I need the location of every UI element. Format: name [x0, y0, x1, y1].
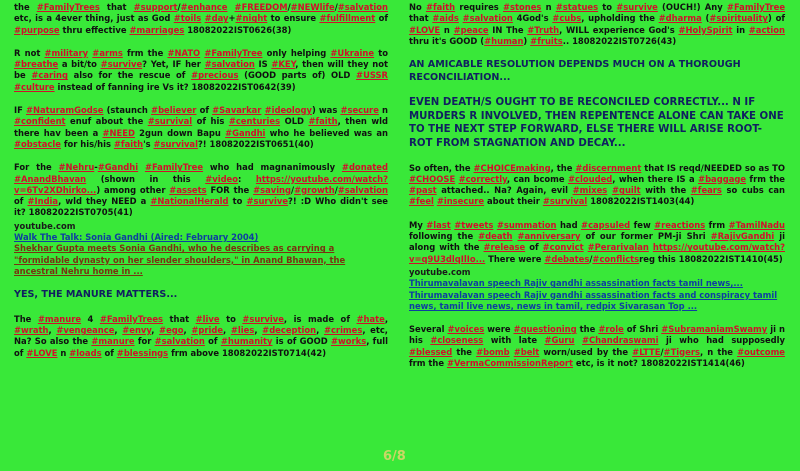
hashtag-link[interactable]: #confident	[14, 116, 66, 127]
hashtag-link[interactable]: #salvation	[204, 59, 255, 70]
hashtag-link[interactable]: #past	[409, 185, 437, 196]
hashtag-link[interactable]: #hate	[356, 313, 385, 324]
hashtag-link[interactable]: #NATO	[167, 47, 201, 58]
hashtag-link[interactable]: #culture	[14, 81, 55, 92]
hashtag-link[interactable]: #FREEDOM	[234, 2, 288, 12]
hashtag-link[interactable]: #AnandBhavan	[14, 173, 87, 184]
hashtag-link[interactable]: #manure	[37, 313, 82, 324]
hashtag-link[interactable]: #centuries	[228, 116, 281, 127]
link-card-site: youtube.com	[409, 266, 471, 277]
tweet-41: For the #Nehru-#Gandhi #FamilyTree who had magnanimously #donated #AnandBhavan (shown in this #video: https://youtube.com/watch?v=6Tv2XDhirko...) among other #assets FOR the #saving/#growth/#salvation of #India, wld they NEED a #NationalHerald to #survive?! :D Who didn't see it? 18082022IST0705(41)	[14, 162, 389, 218]
hashtag-link[interactable]: #ego	[159, 325, 184, 336]
hashtag-link[interactable]: #caring	[31, 70, 68, 81]
hashtag-link[interactable]: #statues	[555, 2, 599, 12]
hashtag-link[interactable]: #salvation	[154, 336, 205, 347]
hashtag-link[interactable]: #night	[235, 13, 268, 24]
hashtag-link[interactable]: #fears	[690, 185, 722, 196]
hashtag-link[interactable]: #survival	[542, 196, 588, 207]
link-card-title[interactable]: Thirumavalavan speech Rajiv gandhi assassination facts tamil news,...	[409, 278, 743, 289]
hashtag-link[interactable]: #crimes	[323, 325, 363, 336]
hashtag-link[interactable]: #loads	[69, 347, 102, 358]
hashtag-link[interactable]: #release	[483, 242, 526, 253]
hashtag-link[interactable]: #LOVE	[26, 347, 58, 358]
hashtag-link[interactable]: #conflicts	[592, 253, 640, 264]
tweet-39: R not #military #arms frm the #NATO #FamilyTree only helping #Ukraine to #breathe a bit/to #survive? Yet, IF her #salvation IS #KEY, then will they not be #caring also for the rescue of #precious (GOOD parts of) OLD #USSR #culture instead of fanning ire Vs it? 18082022IST0642(39)	[14, 47, 389, 92]
hashtag-link[interactable]: #blessings	[116, 347, 169, 358]
hashtag-link[interactable]: #salvation	[462, 13, 513, 24]
hashtag-link[interactable]: #cubs	[552, 13, 582, 24]
hashtag-link[interactable]: #last	[426, 219, 451, 230]
link-card-thirumavalavan[interactable]	[409, 267, 785, 312]
hashtag-link[interactable]: #KEY	[271, 59, 296, 70]
left-column	[14, 2, 388, 371]
hashtag-link[interactable]: #CHOICEmaking	[473, 162, 551, 173]
hashtag-link[interactable]: #envy	[122, 325, 152, 336]
hashtag-link[interactable]: #salvation	[337, 184, 388, 195]
hashtag-link[interactable]: #day	[204, 13, 229, 24]
hashtag-link[interactable]: #spirituality	[709, 13, 769, 24]
hashtag-link[interactable]: #dharma	[658, 13, 702, 24]
hashtag-link[interactable]: #NEED	[102, 127, 135, 138]
hashtag-link[interactable]: #questioning	[513, 324, 577, 335]
hashtag-link[interactable]: #secure	[340, 105, 379, 116]
hashtag-link[interactable]: #role	[598, 324, 624, 335]
hashtag-link[interactable]: #pride	[191, 325, 224, 336]
hashtag-link[interactable]: #blessed	[409, 346, 453, 357]
hashtag-link[interactable]: #discernment	[575, 162, 642, 173]
hashtag-link[interactable]: #support	[133, 2, 178, 12]
hashtag-link[interactable]: #debates	[544, 253, 590, 264]
hashtag-link[interactable]: #death	[478, 231, 513, 242]
hashtag-link[interactable]: #purpose	[14, 24, 60, 35]
hashtag-link[interactable]: #summation	[496, 219, 557, 230]
hashtag-link[interactable]: #video	[205, 173, 238, 184]
hashtag-link[interactable]: #FamilyTrees	[99, 313, 163, 324]
hashtag-link[interactable]: #correctly	[458, 173, 507, 184]
hashtag-link[interactable]: #fulfillment	[319, 13, 376, 24]
hashtag-link[interactable]: #donated	[341, 162, 388, 173]
hashtag-link[interactable]: #marriages	[129, 24, 185, 35]
hashtag-link[interactable]: #Truth	[527, 24, 560, 35]
hashtag-link[interactable]: #precious	[191, 70, 239, 81]
hashtag-link[interactable]: #Ukraine	[330, 47, 375, 58]
hashtag-link[interactable]: #peace	[453, 24, 489, 35]
hashtag-link[interactable]: #tweets	[454, 219, 494, 230]
url-link[interactable]: https://youtube.com/watch?v=6Tv2XDhirko...	[14, 173, 389, 195]
hashtag-link[interactable]: #feel	[409, 196, 434, 207]
hashtag-link[interactable]: #survive	[100, 59, 143, 70]
hashtag-link[interactable]: #survive	[246, 196, 289, 207]
hashtag-link[interactable]: #Chandraswami	[582, 335, 659, 346]
section-heading-death-reconciled: EVEN DEATH/S OUGHT TO BE RECONCILED CORRECTLY... N IF MURDERS R INVOLVED, THEN REPENTENCE ALONE CAN TAKE ONE TO THE NEXT STEP FORWARD, ELSE THERE WILL ARISE ROOT-ROT FROM STAGNATION AND DECAY...	[409, 97, 784, 149]
hashtag-link[interactable]: #FamilyTrees	[36, 2, 100, 12]
tweet-40: IF #NaturamGodse (staunch #believer of #Savarkar #ideology) was #secure n #confident enuf about the #survival of his #centuries OLD #faith, then wld there hav been a #NEED 2gun down Bapu #Gandhi who he believed was an #obstacle for his/his #faith's #survival?! 18082022IST0651(40)	[14, 105, 388, 149]
tweet-44: So often, the #CHOICEmaking, the #discernment that IS reqd/NEEDED so as TO #CHOOSE #correctly, can bcome #clouded, when there IS a #baggage frm the #past attached.. Na? Again, evil #mixes #guilt with the #fears so cubs can #feel #insecure about their #survival 18082022IST1403(44)	[409, 162, 785, 207]
hashtag-link[interactable]: #manure	[91, 336, 135, 347]
hashtag-link[interactable]: #survival	[153, 138, 198, 149]
tweet-46: Several #voices were #questioning the #role of Shri #SubramaniamSwamy ji n his #closeness with late #Guru #Chandraswami ji who had supposedly #blessed the #bomb #belt worn/used by the #LTTE/#Tigers, n the #outcome frm the #VermaCommissionReport etc, is it not? 18082022IST1414(46)	[409, 324, 786, 369]
hashtag-link[interactable]: #stones	[503, 2, 542, 12]
hashtag-link[interactable]: #insecure	[436, 196, 485, 207]
link-card-description[interactable]: Shekhar Gupta meets Sonia Gandhi, who he describes as carrying a "formidable dynasty on her slender shoulders," in Anand Bhawan, the ancestral Nehru home in ...	[14, 243, 346, 276]
hashtag-link[interactable]: #mixes	[572, 185, 608, 196]
hashtag-link[interactable]: #faith	[308, 116, 338, 127]
hashtag-link[interactable]: #ideology	[264, 105, 312, 116]
hashtag-link[interactable]: #lies	[230, 325, 255, 336]
link-card-sonia[interactable]	[14, 221, 388, 277]
hashtag-link[interactable]: #works	[331, 336, 367, 347]
hashtag-link[interactable]: #aids	[432, 13, 459, 24]
hashtag-link[interactable]: #fruits	[530, 35, 563, 46]
hashtag-link[interactable]: #human	[484, 35, 524, 46]
hashtag-link[interactable]: #enhance	[180, 2, 228, 12]
hashtag-link[interactable]: #USSR	[356, 70, 389, 81]
hashtag-link[interactable]: #Tigers	[663, 346, 700, 357]
hashtag-link[interactable]: #military	[44, 47, 89, 58]
hashtag-link[interactable]: #toils	[173, 13, 202, 24]
hashtag-link[interactable]: #baggage	[698, 173, 747, 184]
hashtag-link[interactable]: #CHOOSE	[409, 173, 456, 184]
hashtag-link[interactable]: #closeness	[430, 335, 484, 346]
hashtag-link[interactable]: #faith	[113, 138, 144, 149]
hashtag-link[interactable]: #SubramaniamSwamy	[661, 324, 768, 335]
page-number: 6/8	[383, 449, 406, 464]
hashtag-link[interactable]: #LOVE	[409, 24, 441, 35]
hashtag-link[interactable]: #saving	[253, 184, 292, 195]
hashtag-link[interactable]: #bomb	[476, 346, 510, 357]
hashtag-link[interactable]: #FamilyTree	[144, 162, 204, 173]
hashtag-link[interactable]: #RajivGandhi	[710, 231, 775, 242]
hashtag-link[interactable]: #NationalHerald	[150, 196, 229, 207]
hashtag-link[interactable]: #believer	[151, 105, 197, 116]
hashtag-link[interactable]: #belt	[513, 346, 540, 357]
hashtag-link[interactable]: #outcome	[737, 346, 785, 357]
tweet-43: No #faith requires #stones n #statues to #survive (OUCH!) Any #FamilyTree that #aids #salvation 4God's #cubs, upholding the #dharma (#spirituality) of #LOVE n #peace IN The #Truth, WILL experience God's #HolySpirit in #action thru it's GOOD (#human) #fruits.. 18082022IST0726(43)	[409, 2, 786, 46]
hashtag-link[interactable]: #HolySpirit	[678, 24, 733, 35]
hashtag-link[interactable]: #humanity	[220, 336, 273, 347]
link-card-site: youtube.com	[14, 220, 76, 231]
hashtag-link[interactable]: #VermaCommissionReport	[446, 358, 574, 369]
hashtag-link[interactable]: #arms	[92, 47, 123, 58]
hashtag-link[interactable]: #Perarivalan	[587, 242, 649, 253]
url-link[interactable]: https://youtube.com/watch?v=q9U3dlqIlIo...	[409, 242, 785, 264]
hashtag-link[interactable]: #survive	[242, 313, 284, 324]
hashtag-link[interactable]: #Gandhi	[97, 162, 139, 173]
right-column	[409, 2, 785, 381]
hashtag-link[interactable]: #Savarkar	[212, 105, 262, 116]
hashtag-link[interactable]: #assets	[169, 184, 207, 195]
hashtag-link[interactable]: #Nehru	[58, 162, 95, 173]
hashtag-link[interactable]: #voices	[447, 324, 485, 335]
hashtag-link[interactable]: #Gandhi	[225, 127, 266, 138]
tweet-38: the #FamilyTrees that #support/#enhance #FREEDOM/#NEWlife/#salvation etc, is a 4ever thing, just as God #toils #day+#night to ensure #fulfillment of #purpose thru effective #marriages 18082022IST0626(38)	[14, 2, 389, 35]
hashtag-link[interactable]: #NaturamGodse	[25, 105, 104, 116]
hashtag-link[interactable]: #guilt	[611, 185, 641, 196]
hashtag-link[interactable]: #LTTE	[632, 346, 661, 357]
section-heading-reconciliation: AN AMICABLE RESOLUTION DEPENDS MUCH ON A THOROUGH RECONCILIATION...	[409, 59, 741, 83]
tweet-42: The #manure 4 #FamilyTrees that #live to #survive, is made of #hate, #wrath, #vengeance, #envy, #ego, #pride, #lies, #deception, #crimes, etc, Na? So also the #manure for #salvation of #humanity is of GOOD #works, full of #LOVE n #loads of #blessings frm above 18082022IST0714(42)	[14, 313, 389, 358]
hashtag-link[interactable]: #action	[748, 24, 786, 35]
link-card-title[interactable]: Walk The Talk: Sonia Gandhi (Aired: February 2004)	[14, 232, 259, 243]
hashtag-link[interactable]: #capsuled	[581, 219, 631, 230]
hashtag-link[interactable]: #wrath	[14, 325, 49, 336]
hashtag-link[interactable]: #NEWlife	[290, 2, 335, 12]
hashtag-link[interactable]: #salvation	[337, 2, 389, 12]
hashtag-link[interactable]: #faith	[425, 2, 456, 12]
hashtag-link[interactable]: #obstacle	[14, 138, 61, 149]
hashtag-link[interactable]: #survival	[147, 116, 193, 127]
hashtag-link[interactable]: #India	[27, 196, 59, 207]
hashtag-link[interactable]: #live	[195, 313, 220, 324]
hashtag-link[interactable]: #Guru	[544, 335, 575, 346]
hashtag-link[interactable]: #vengeance	[56, 325, 115, 336]
tweet-45: My #last #tweets #summation had #capsuled few #reactions frm #TamilNadu following the #death #anniversary of our former PM-ji Shri #RajivGandhi ji along with the #release of #convict #Perarivalan https://youtube.com/watch?v=q9U3dlqIlIo... There were #debates/#conflictsreg this 18082022IST1410(45)	[409, 219, 785, 264]
hashtag-link[interactable]: #anniversary	[517, 231, 581, 242]
hashtag-link[interactable]: #reactions	[654, 219, 706, 230]
hashtag-link[interactable]: #clouded	[568, 173, 613, 184]
section-heading-manure: YES, THE MANURE MATTERS...	[14, 289, 178, 301]
link-card-description[interactable]: Thirumavalavan speech Rajiv gandhi assassination facts and conspiracy tamil news, tamil live news, news in tamil, redpix Sivarasan Top ...	[409, 289, 778, 311]
hashtag-link[interactable]: #TamilNadu	[728, 219, 785, 230]
hashtag-link[interactable]: #convict	[542, 242, 584, 253]
hashtag-link[interactable]: #FamilyTree	[204, 47, 263, 58]
hashtag-link[interactable]: #growth	[294, 184, 335, 195]
hashtag-link[interactable]: #FamilyTree	[726, 2, 786, 12]
hashtag-link[interactable]: #deception	[262, 325, 317, 336]
hashtag-link[interactable]: #breathe	[14, 59, 59, 70]
hashtag-link[interactable]: #survive	[616, 2, 658, 12]
